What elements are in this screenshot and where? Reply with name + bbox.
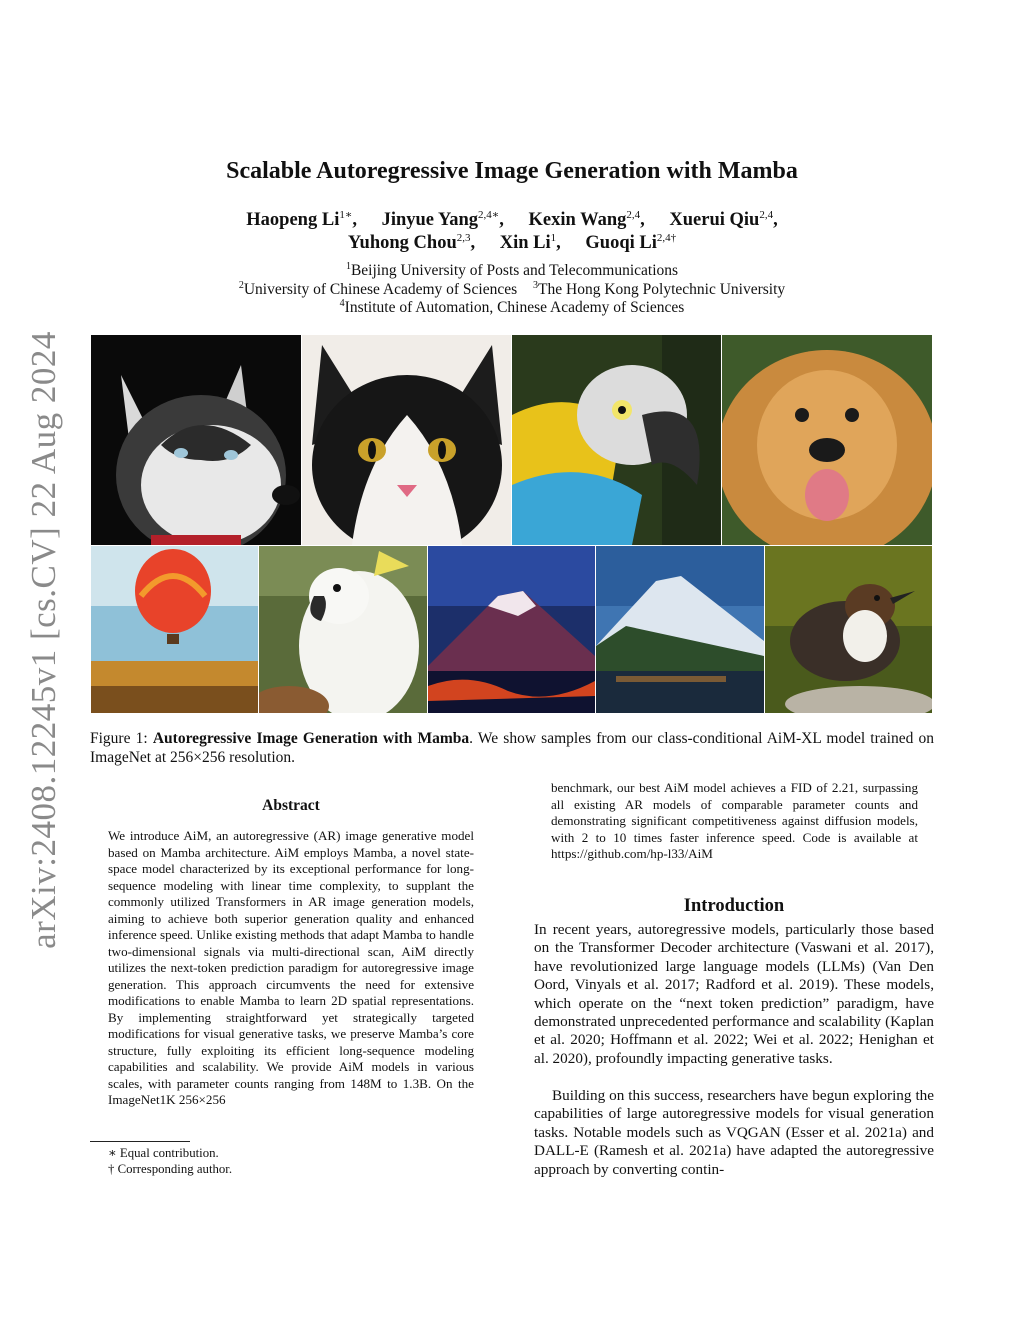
authors-line-1 — [0, 208, 1024, 231]
author: Xuerui Qiu$^{2,4}$, — [669, 209, 778, 231]
affiliation-line-1 — [0, 261, 1024, 280]
footnote-corresponding-author: † Corresponding author. — [108, 1162, 233, 1176]
sample-image-cockatoo — [259, 546, 427, 713]
sample-image-golden-retriever — [722, 335, 932, 545]
abstract-body: We introduce AiM, an autoregressive (AR) image generative model based on Mamba architecture. AiM employs Mamba, a novel state-space model characterized by its exceptional performance for long-sequence modeling with linear time complexity, to supplant the commonly utilized Transformers in AR image generation models, aiming to achieve both superior generation quality and enhanced inference speed. Unlike existing methods that adapt Mamba to handle two-dimensional signals via multi-directional scan, AiM directly utilizes the next-token prediction paradigm for autoregressive image generation. This approach circumvents the need for extensive modifications to enable Mamba to learn 2D spatial representations. By implementing straightforward yet strategically targeted modifications for visual generative tasks, we preserve Mamba’s core structure, fully exploiting its efficient long-sequence modeling capabilities and scalability. We provide AiM models in various scales, with parameter counts ranging from 148M to 1.3B. On the ImageNet1K 256×256 — [108, 828, 474, 1107]
affiliation: $^2$University of Chinese Academy of Sciences — [238, 280, 518, 299]
introduction-heading: Introduction — [683, 896, 785, 916]
abstract-continuation: benchmark, our best AiM model achieves a FID of 2.21, surpassing all existing AR models of comparable parameter counts and demonstrating significant competitiveness against diffusion models, with 2 to 10 times faster inference speed. Code is available at https://github.com/hp-l33/AiM — [551, 780, 918, 861]
footnote-divider — [90, 1141, 190, 1142]
footnote-equal-contribution: ∗ Equal contribution. — [108, 1146, 219, 1160]
authors-line-2 — [0, 232, 1024, 254]
abstract-heading: Abstract — [262, 797, 320, 814]
introduction-paragraph: In recent years, autoregressive models, particularly those based on the Transformer Decoder architecture (Vaswani et al. 2017), have revolutionized large language models (LLMs) (Van Den Oord, Vinyals et al. 2017; Radford et al. 2019). These models, which operate on the “next token prediction” paradigm, have demonstrated unprecedented performance and scalability (Kaplan et al. 2020; Hoffmann et al. 2022; Wei et al. 2022; Henighan et al. 2020), profoundly impacting generative tasks. — [534, 921, 934, 1067]
sample-image-dipper-bird — [765, 546, 932, 713]
affiliation-line-3 — [0, 298, 1024, 317]
arxiv-id-text: arXiv:2408.12245v1 [cs.CV] 22 Aug 2024 — [24, 331, 63, 949]
author: Haopeng $Li^{1∗}$, — [246, 209, 357, 231]
sample-image-snowy-mountain — [596, 546, 764, 713]
author: Jinyue Yang$^{2,4∗}$, — [381, 209, 504, 231]
figure-caption: Figure 1: Autoregressive Image Generation with Mamba. We show samples from our class-conditional AiM-XL model trained on ImageNet at 256×256 resolution. — [90, 730, 935, 766]
sample-image-kitten — [302, 335, 511, 545]
author: Guoqi $Li^{2,4\dagger}$ — [585, 232, 677, 254]
author: Yuhong Chou$^{2,3}$, — [347, 232, 476, 254]
sample-image-volcano-night — [428, 546, 595, 713]
sample-image-macaw — [512, 335, 721, 545]
affiliation: $^3$The Hong Kong Polytechnic University — [533, 280, 786, 299]
paper-title: Scalable Autoregressive Image Generation with Mamba — [226, 158, 798, 184]
author: Xin Li$^1$, — [499, 232, 561, 254]
introduction-paragraph: Building on this success, researchers have begun exploring the capabilities of large autoregressive models for visual generation tasks. Notable models such as VQGAN (Esser et al. 2021a) and DALL-E (Ramesh et al. 2021a) have adapted the autoregressive approach by converting contin- — [534, 1087, 934, 1178]
sample-image-hot-air-balloon — [91, 546, 258, 713]
affiliation: $^1$Beijing University of Posts and Telecommunications — [345, 261, 679, 280]
affiliation-line-2 — [0, 280, 1024, 299]
sample-image-husky — [91, 335, 301, 545]
affiliation: $^4$Institute of Automation, Chinese Academy of Sciences — [339, 298, 685, 317]
author: Kexin Wang$^{2,4}$, — [528, 209, 645, 231]
